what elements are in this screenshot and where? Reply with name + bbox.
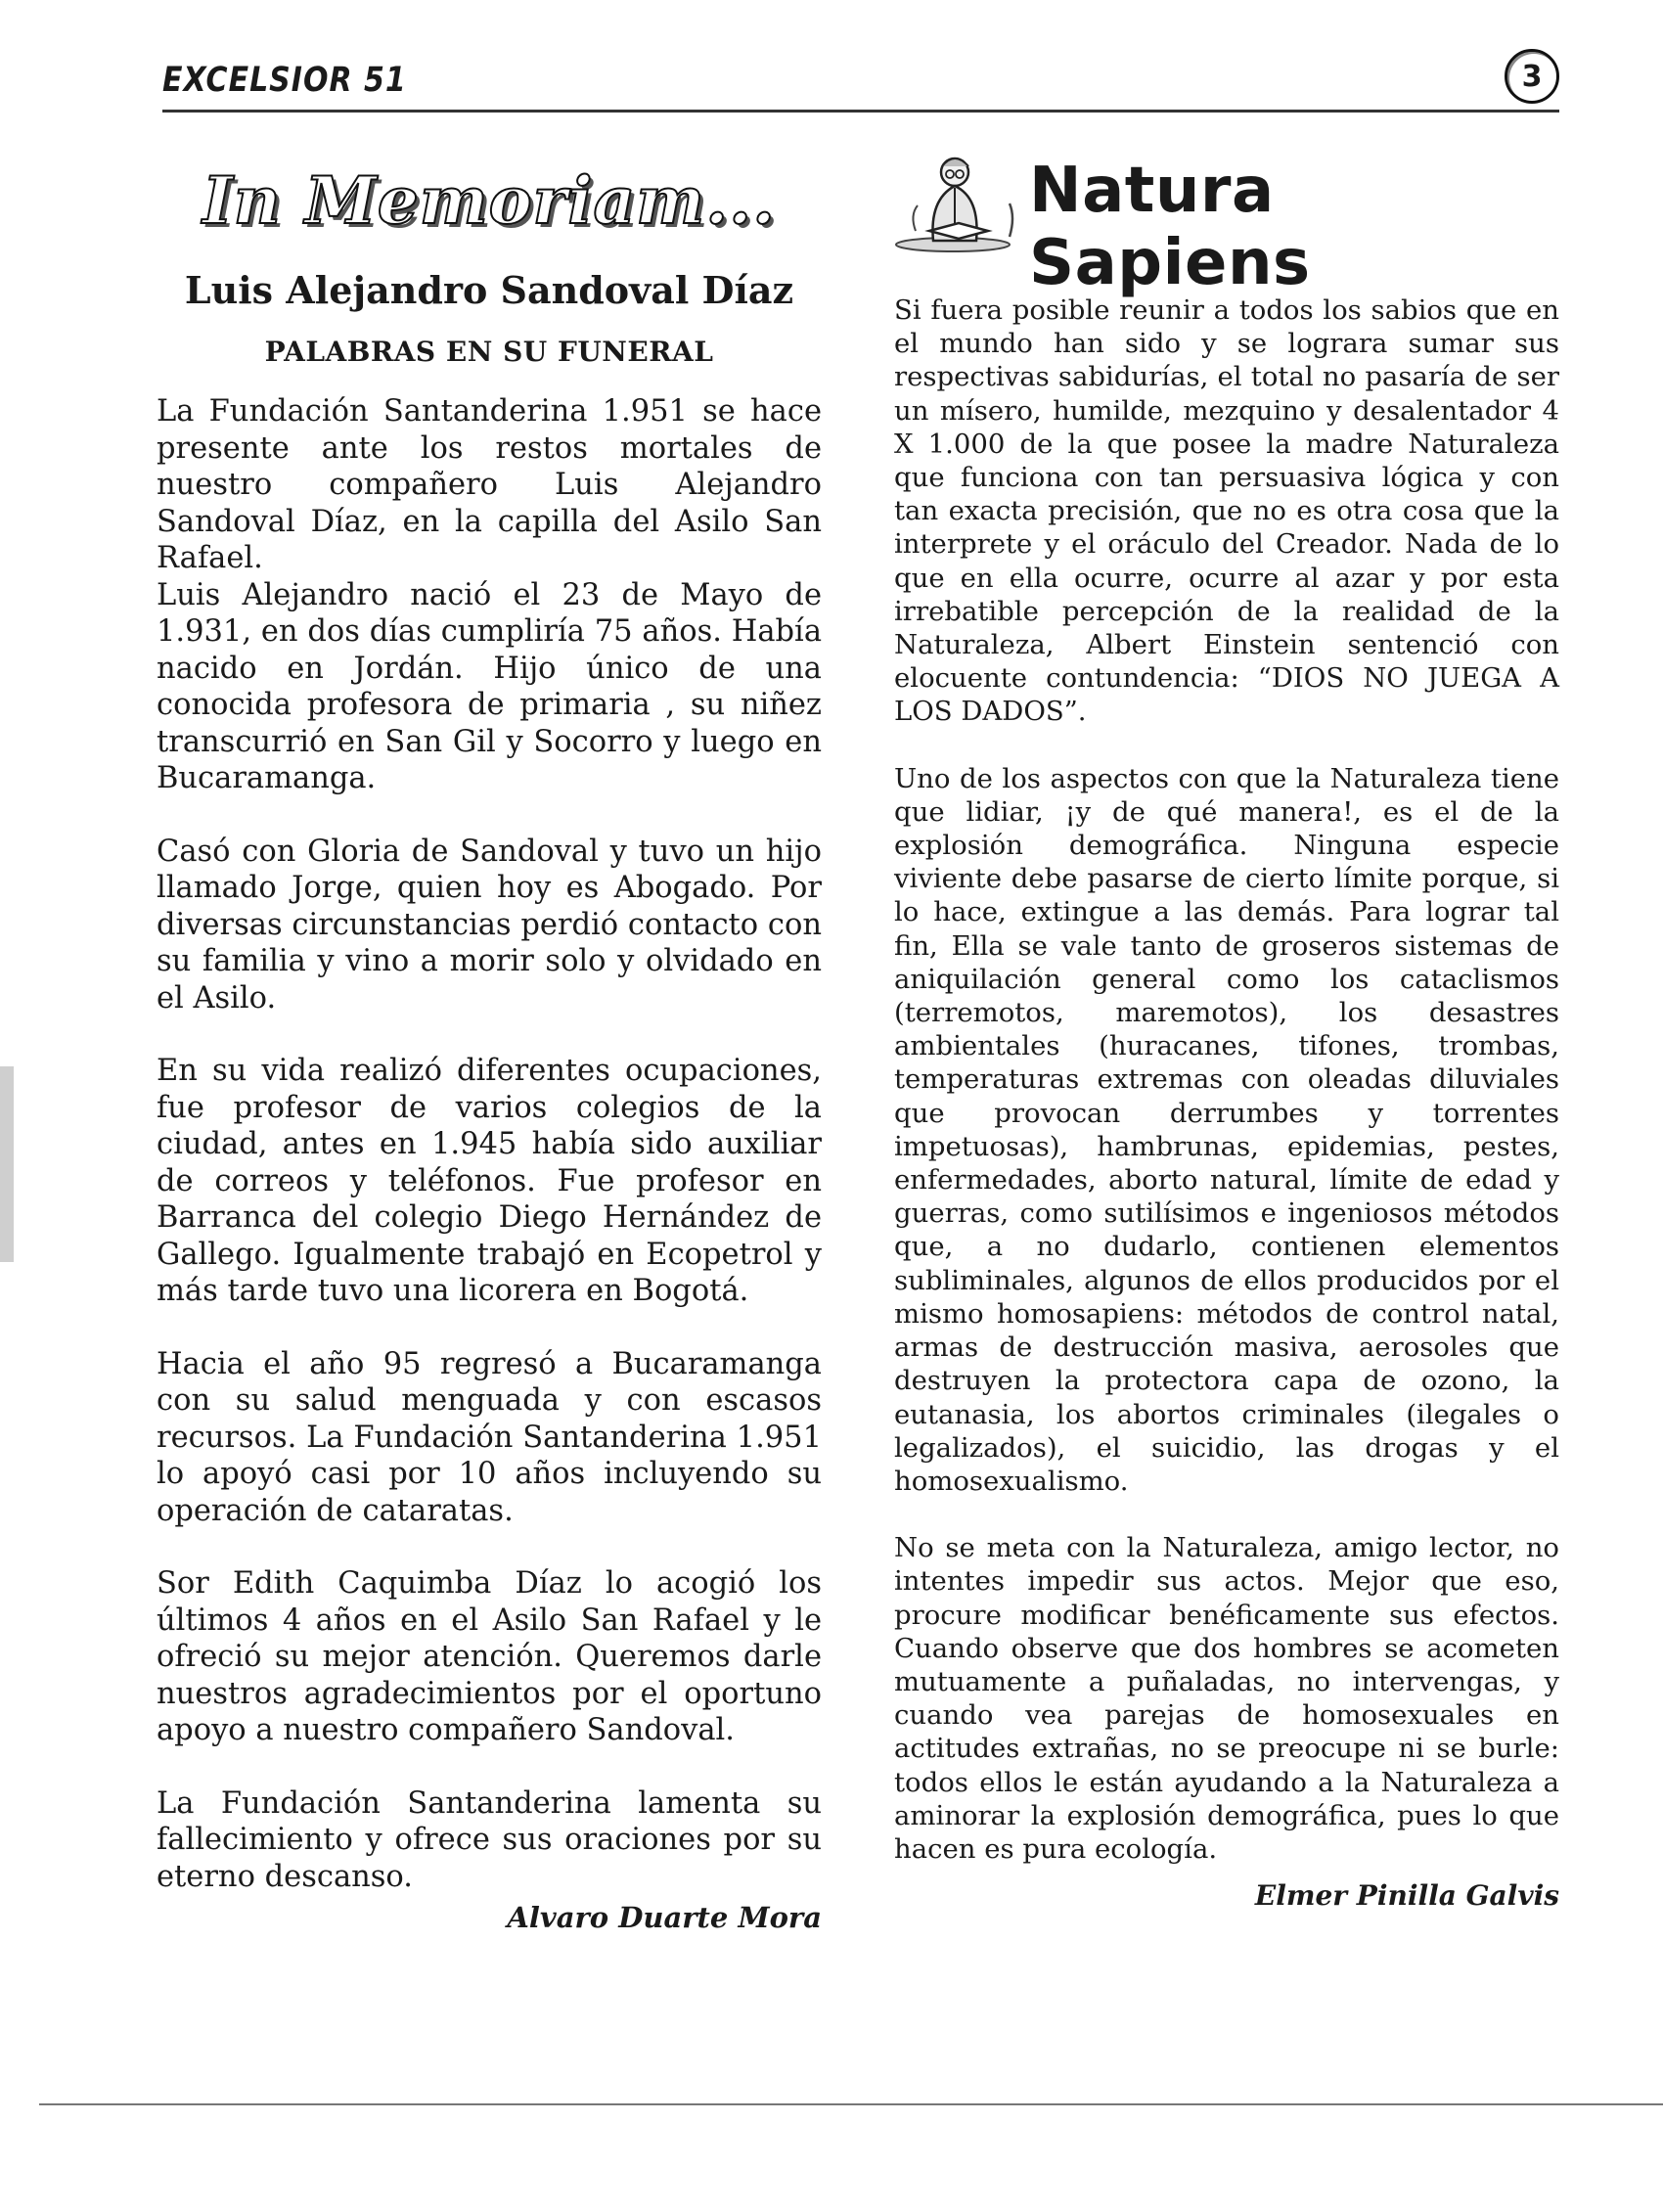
paragraph: Si fuera posible reunir a todos los sabios que en el mundo han sido y se lograra sumar sus respectivas sabidurías, el total no pasaría de ser un mísero, humilde, mezquino y desalentador 4 X 1.000 de la que posee la madre Naturaleza que funciona con tan persuasiva lógica y con tan exacta precisión, que no es otra cosa que la interprete y el oráculo del Creador. Nada de lo que en ella ocurre, ocurre al azar y por esta irrebatible percepción de la realidad de la Naturaleza, Albert Einstein sentenció con elocuente contundencia: “DIOS NO JUEGA A LOS DADOS”. [894,294,1559,728]
masthead: EXCELSIOR 51 [162,61,407,101]
natura-sapiens-title: Natura Sapiens [1029,155,1311,299]
page-number-badge: 3 [1505,49,1559,104]
natura-sapiens-header [894,147,1559,299]
paragraph: En su vida realizó diferentes ocupaciones, fue profesor de varios colegios de la ciudad, antes en 1.945 había sido auxiliar de correos y teléfonos. Fue profesor en Barranca del colegio Diego Hernández de Gallego. Igualmente trabajó en Ecopetrol y más tarde tuvo una licorera en Bogotá. [157,1054,822,1308]
scan-edge-shadow [0,1066,14,1262]
paragraph: Hacia el año 95 regresó a Bucaramanga con su salud menguada y con escasos recursos. La Fundación Santanderina 1.951 lo apoyó casi por 10 años incluyendo su operación de cataratas. [157,1346,822,1528]
paragraph: La Fundación Santanderina lamenta su fallecimiento y ofrece sus oraciones por su eterno descanso. [157,1785,822,1894]
natura-sapiens-column [894,147,1559,1912]
header-rule [162,110,1559,113]
paragraph: No se meta con la Naturaleza, amigo lector, no intentes impedir sus actos. Mejor que eso, procure modificar benéficamente sus efectos. Cuando observe que dos hombres se acometen mutuamente a puñaladas, no intervengas, y cuando vea parejas de homosexuales en actitudes extrañas, no se preocupe ni se burle: todos ellos le están ayudando a la Naturaleza a aminorar la explosión demográfica, pues lo que hacen es pura ecología. [894,1532,1559,1865]
author-signature: Alvaro Duarte Mora [507,1901,822,1934]
paragraph: Luis Alejandro nació el 23 de Mayo de 1.931, en dos días cumpliría 75 años. Había nacido en Jordán. Hijo único de una conocida profesora de primaria , su niñez transcurrió en San Gil y Socorro y luego en Bucaramanga. [157,577,822,795]
paragraph: La Fundación Santanderina 1.951 se hace presente ante los restos mortales de nuestro compañero Luis Alejandro Sandoval Díaz, en la capilla del Asilo San Rafael. [157,394,822,575]
paragraph: Sor Edith Caquimba Díaz lo acogió los últimos 4 años en el Asilo San Rafael y le ofreció su mejor atención. Queremos darle nuestros agradecimientos por el oportuno apoyo a nuestro compañero Sandoval. [157,1566,822,1747]
author-signature: Elmer Pinilla Galvis [1254,1879,1559,1913]
deceased-name: Luis Alejandro Sandoval Díaz [184,268,794,312]
scientist-reading-icon [894,147,1021,254]
funeral-subtitle: PALABRAS EN SU FUNERAL [264,336,714,368]
page-header [162,47,1559,115]
paragraph: Uno de los aspectos con que la Naturaleza tiene que lidiar, ¡y de qué manera!, es el de la explosión demográfica. Ninguna especie viviente debe pasarse de cierto límite porque, si lo hace, extingue a las demás. Para lograr tal fin, Ella se vale tanto de groseros sistemas de aniquilación general como los cataclismos (terremotos, maremotos), los desastres ambientales (huracanes, tifones, trombas, temperaturas extremas con oleadas diluviales que provocan derrumbes y torrentes impetuosas), hambrunas, epidemias, pestes, enfermedades, aborto natural, límite de edad y guerras, como sutilísimos e ingeniosos métodos que, a no dudarlo, contienen elementos subliminales, algunos de ellos producidos por el mismo homosapiens: métodos de control natal, armas de destrucción masiva, aerosoles que destruyen la protectora capa de ozono, la eutanasia, los abortos criminales (ilegales o legalizados), el suicidio, las drogas y el homosexualismo. [894,762,1559,1497]
paragraph: Casó con Gloria de Sandoval y tuvo un hijo llamado Jorge, quien hoy es Abogado. Por diversas circunstancias perdió contacto con su familia y vino a morir solo y olvidado en el Asilo. [157,834,822,1016]
in-memoriam-column [157,147,822,1934]
in-memoriam-banner: In Memoriam... [202,162,777,239]
footer-rule [39,2103,1663,2105]
